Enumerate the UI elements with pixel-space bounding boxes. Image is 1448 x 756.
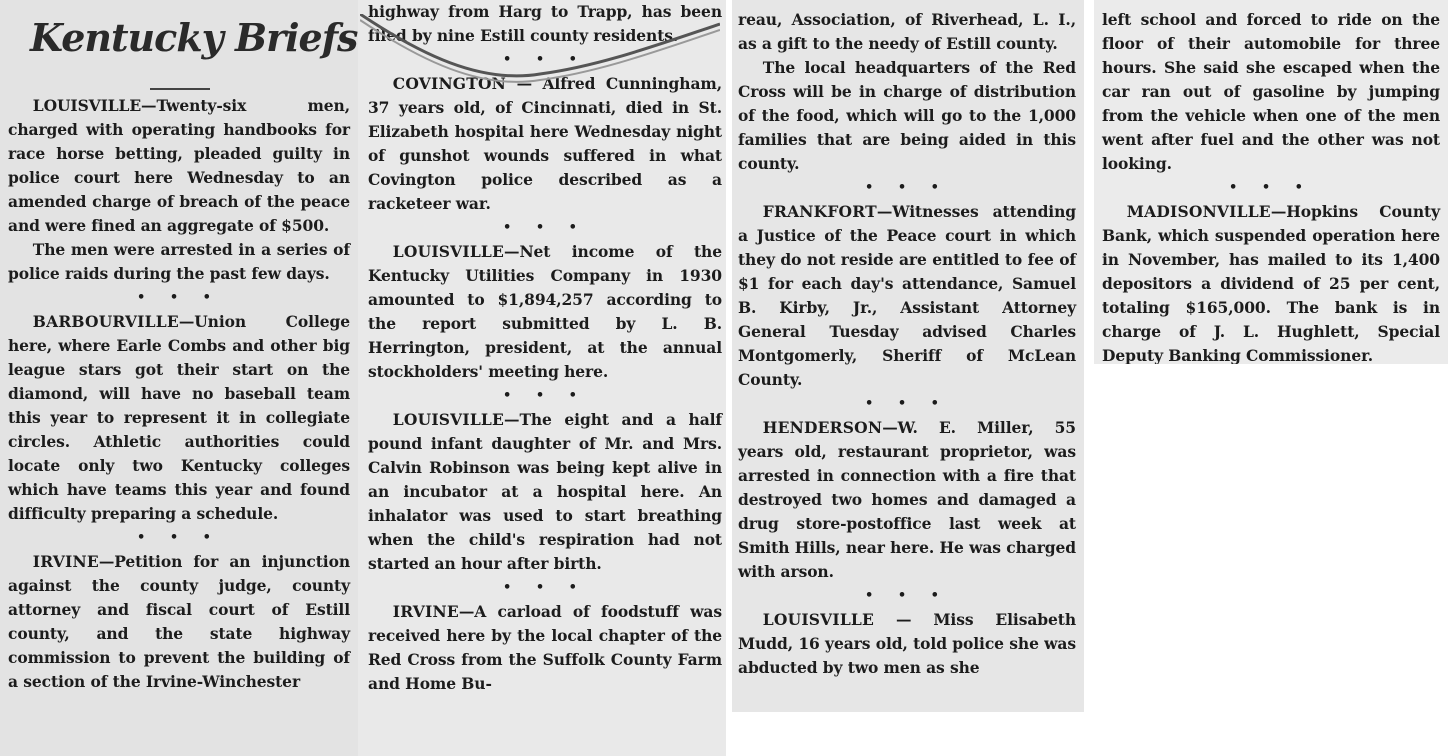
dateline-city: COVINGTON <box>392 74 507 93</box>
article-divider: • • • <box>1229 180 1313 195</box>
article-paragraph <box>738 200 1076 392</box>
article-text: —Net income of the Kentucky Utilities Company in 1930 amounted to $1,894,257 according to the report submitted by L. B. Herrington, president, at the annual stockholders' meeting here. <box>368 242 722 381</box>
article-paragraph <box>368 408 722 576</box>
column-1 <box>0 0 358 756</box>
column-gap <box>1084 0 1094 756</box>
article-paragraph <box>368 600 722 696</box>
article-text: highway from Harg to Trapp, has been filed by nine Estill county residents. <box>368 2 722 45</box>
article-divider: • • • <box>865 396 949 411</box>
dateline-city: LOUISVILLE <box>762 610 875 629</box>
article-text: — Miss Elisabeth Mudd, 16 years old, told police she was abducted by two men as she <box>738 610 1076 677</box>
article-paragraph <box>368 72 722 216</box>
column-1-body <box>8 94 350 694</box>
article-paragraph <box>8 550 350 694</box>
article-paragraph <box>1102 200 1440 364</box>
article-text: left school and forced to ride on the floor of their automobile for three hours. She said she escaped when the car ran out of gasoline by jumping from the vehicle when one of the men went after fuel and the other was not looking. <box>1102 10 1440 173</box>
dateline-city: HENDERSON <box>762 418 883 437</box>
dateline-city: MADISONVILLE <box>1126 202 1271 221</box>
dateline-city: IRVINE <box>32 552 99 571</box>
article-divider: • • • <box>503 52 587 67</box>
dateline-city: BARBOURVILLE <box>32 312 179 331</box>
article-divider: • • • <box>865 180 949 195</box>
masthead-title: Kentucky Briefs <box>30 15 358 60</box>
article-text: The men were arrested in a series of police raids during the past few days. <box>8 240 350 283</box>
article-text: —Union College here, where Earle Combs and other big league stars got their start on the diamond, will have no baseball team this year to represent it in collegiate circles. Athletic authorities could locate only two Kentucky colleges which have teams this year and found difficulty preparing a schedule. <box>8 312 350 523</box>
article-paragraph <box>738 416 1076 584</box>
article-text: The local headquarters of the Red Cross will be in charge of distribution of the food, which will go to the 1,000 families that are being aided in this county. <box>738 58 1076 173</box>
dateline-city: FRANKFORT <box>762 202 877 221</box>
article-text: reau, Association, of Riverhead, L. I., as a gift to the needy of Estill county. <box>738 10 1076 53</box>
article-divider: • • • <box>137 290 221 305</box>
article-divider: • • • <box>865 588 949 603</box>
article-divider: • • • <box>503 388 587 403</box>
article-text: —Witnesses attending a Justice of the Peace court in which they do not reside are entitled to fee of $1 for each day's attendance, Samuel B. Kirby, Jr., Assistant Attorney General Tuesday advised Charles Montgomerly, Sheriff of McLean County. <box>738 202 1076 389</box>
article-text: — Alfred Cunningham, 37 years old, of Cincinnati, died in St. Elizabeth hospital here Wednesday night of gunshot wounds suffered in what Covington police described as a racketeer war. <box>368 74 722 213</box>
column-2-body <box>368 0 722 696</box>
article-text: —A carload of foodstuff was received here by the local chapter of the Red Cross from the Suffolk County Farm and Home Bu- <box>368 602 722 693</box>
article-text: —Hopkins County Bank, which suspended operation here in November, has mailed to its 1,400 depositors a dividend of 25 per cent, totaling $165,000. The bank is in charge of J. L. Hughlett, Special Deputy Banking Commissioner. <box>1102 202 1440 364</box>
article-paragraph <box>1102 8 1440 176</box>
article-paragraph <box>738 608 1076 680</box>
masthead-rule <box>150 88 210 90</box>
column-4-body <box>1102 8 1440 364</box>
article-paragraph <box>8 310 350 526</box>
article-paragraph <box>368 0 722 48</box>
dateline-city: LOUISVILLE <box>392 410 505 429</box>
article-paragraph <box>368 240 722 384</box>
dateline-city: LOUISVILLE <box>392 242 505 261</box>
column-2 <box>358 0 730 756</box>
article-divider: • • • <box>503 580 587 595</box>
column-gap <box>726 0 732 756</box>
column-3 <box>730 0 1084 712</box>
article-paragraph <box>738 56 1076 176</box>
article-text: —Petition for an injunction against the county judge, county attorney and fiscal court of Estill county, and the state highway commission to prevent the building of a section of the Irvine-Winchester <box>8 552 350 691</box>
article-text: —The eight and a half pound infant daughter of Mr. and Mrs. Calvin Robinson was being kept alive in an incubator at a hospital here. An inhalator was used to start breathing when the child's respiration had not started an hour after birth. <box>368 410 722 573</box>
column-3-body <box>738 8 1076 680</box>
dateline-city: IRVINE <box>392 602 459 621</box>
column-4 <box>1094 0 1448 364</box>
article-paragraph <box>8 238 350 286</box>
article-divider: • • • <box>503 220 587 235</box>
article-text: LOUISVILLE—Twenty-six men, charged with operating handbooks for race horse betting, pleaded guilty in police court here Wednesday to an amended charge of breach of the peace and were fined an aggregate of $500. <box>8 96 350 235</box>
article-paragraph <box>738 8 1076 56</box>
article-paragraph <box>8 94 350 238</box>
article-divider: • • • <box>137 530 221 545</box>
article-text: —W. E. Miller, 55 years old, restaurant proprietor, was arrested in connection with a fire that destroyed two homes and damaged a drug store-postoffice last week at Smith Hills, near here. He was charged with arson. <box>738 418 1076 581</box>
